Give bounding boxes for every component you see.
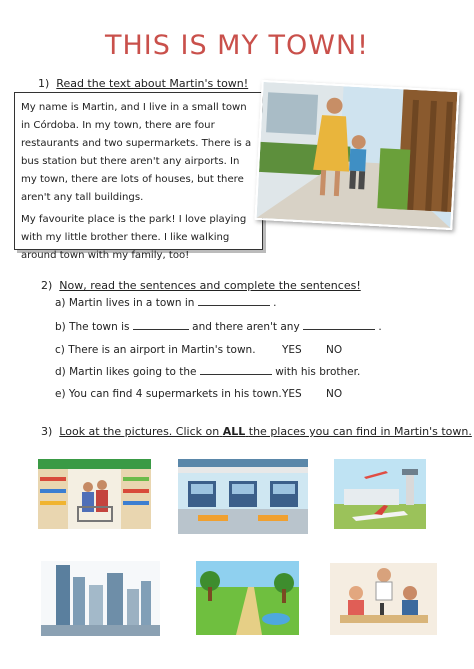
question-instruction [59, 425, 472, 438]
question-number: 3) [41, 425, 53, 438]
question-instruction: Read the text about Martin's town! [56, 77, 249, 90]
bus-station-picture[interactable] [178, 459, 308, 534]
sentence-c [55, 344, 256, 356]
question-1 [38, 77, 248, 90]
sentence-e-yes[interactable]: YES [282, 388, 302, 400]
sentence-e-no[interactable]: NO [326, 388, 343, 400]
sentence-e [55, 388, 282, 400]
sentence-d [55, 366, 360, 378]
sentence-c-no[interactable]: NO [326, 344, 343, 356]
sentence-b-blank-1[interactable] [133, 321, 189, 330]
reading-text-box [14, 92, 263, 261]
sentence-d-end: with his brother. [275, 366, 361, 378]
sentence-a-text: a) Martin lives in a town in [55, 297, 195, 309]
sentence-c-yes[interactable]: YES [282, 344, 302, 356]
restaurant-picture[interactable] [330, 563, 437, 635]
sentence-a [55, 297, 276, 309]
instruction-emphasis: ALL [222, 425, 246, 438]
instruction-part-1: Look at the pictures. Click on [59, 425, 220, 438]
sentence-b-text: b) The town is [55, 321, 130, 333]
sentence-c-text: c) There is an airport in Martin's town. [55, 344, 256, 356]
page-title: THIS IS MY TOWN! [105, 30, 369, 61]
question-instruction: Now, read the sentences and complete the sentences! [59, 279, 361, 292]
park-picture[interactable] [196, 561, 299, 635]
family-walking-photo [254, 80, 459, 230]
reading-paragraph-2: My favourite place is the park! I love playing with my little brother there. I like walking around town with my family, too! [21, 214, 247, 261]
instruction-part-2: the places you can find in Martin's town. [248, 425, 472, 438]
reading-paragraph-1: My name is Martin, and I live in a small town in Córdoba. In my town, there are four restaurants and two supermarkets. There is a bus station but there aren't any airports. In my town, there are lots of houses, but there aren't any tall buildings. [21, 102, 252, 203]
sentence-e-text: e) You can find 4 supermarkets in his town. [55, 388, 282, 400]
sentence-d-text: d) Martin likes going to the [55, 366, 197, 378]
tall-buildings-picture[interactable] [41, 561, 160, 636]
question-2 [41, 279, 361, 292]
question-number: 1) [38, 77, 50, 90]
sentence-a-end: . [273, 297, 277, 309]
sentence-a-blank[interactable] [198, 297, 270, 306]
supermarket-picture[interactable] [38, 459, 151, 529]
sentence-b-blank-2[interactable] [303, 321, 375, 330]
sentence-d-blank[interactable] [200, 366, 272, 375]
question-number: 2) [41, 279, 53, 292]
question-3 [41, 425, 472, 438]
sentence-b [55, 321, 382, 333]
sentence-b-middle: and there aren't any [192, 321, 300, 333]
airport-picture[interactable] [334, 459, 426, 529]
sentence-b-end: . [378, 321, 382, 333]
